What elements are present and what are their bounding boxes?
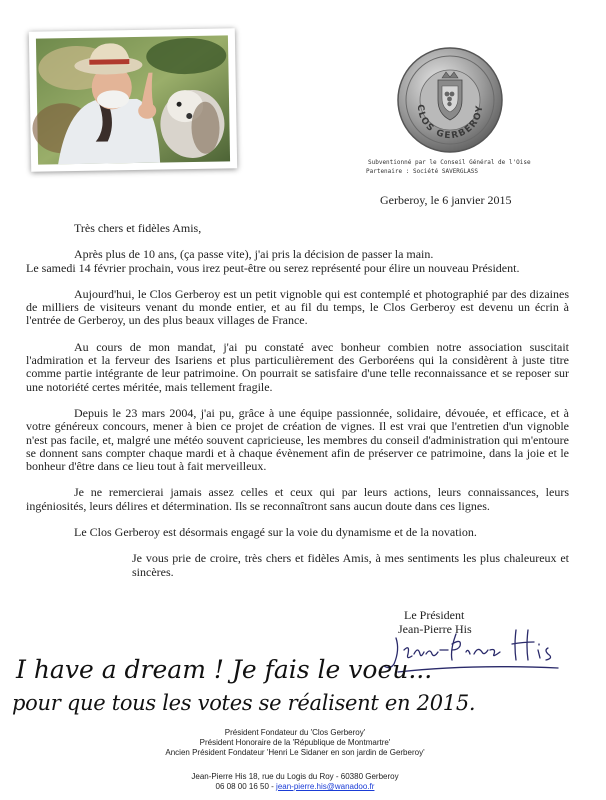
- portrait-image: [36, 35, 230, 164]
- paragraph: Aujourd'hui, le Clos Gerberoy est un petit vignoble qui est contemplé et photographié par des dizaines de milliers de visiteurs venant du monde entier, et au fil du temps, le Clos Gerberoy est devenu un écrin à l'entrée de Gerberoy, un des plus beaux villages de France.: [26, 286, 569, 328]
- subsidy-line: Subventionné par le Conseil Général de l'Oise: [368, 159, 531, 166]
- paragraph: Le Clos Gerberoy est désormais engagé sur la voie du dynamisme et de la novation.: [74, 525, 477, 540]
- closing-formula: Je vous prie de croire, très chers et fidèles Amis, à mes sentiments les plus chaleureux et sincères.: [132, 551, 569, 579]
- footer-address: Jean-Pierre His 18, rue du Logis du Roy - 60380 Gerberoy: [191, 772, 399, 781]
- email-link[interactable]: jean-pierre.his@wanadoo.fr: [276, 782, 375, 791]
- portrait-photo: [29, 28, 237, 172]
- paragraph: Le samedi 14 février prochain, vous irez peut-être ou serez représenté pour élire un nouveau Président.: [26, 260, 520, 275]
- paragraph: Je ne remercierai jamais assez celles et ceux qui par leurs actions, leurs connaissances, leurs ingéniosités, leurs délires et détermination. Ils se reconnaîtront sans aucun doute dans ces lignes.: [26, 485, 569, 513]
- partner-line: Partenaire : Société SAVERGLASS: [366, 168, 478, 175]
- paragraph: Depuis le 23 mars 2004, j'ai pu, grâce à une équipe passionnée, solidaire, dévouée, et efficace, et à votre généreux concours, mener à bien ce projet de création de vignes. Il est vrai que l'entretien d'un vignoble n'est pas facile, et, malgré une météo souvent capricieuse, les membres du conseil d'administration qui m'entoure se donnent sans compter chaque mardi et à chaque évènement afin de préserver ce patrimoine, dans la joie et le bonheur d'être dans ce lieu tout à fait merveilleux.: [26, 405, 569, 474]
- paragraph: Après plus de 10 ans, (ça passe vite), j'ai pris la décision de passer la main.: [74, 247, 434, 262]
- paragraph: Au cours de mon mandat, j'ai pu constaté avec bonheur combien notre association suscitait l'admiration et la ferveur des Isariens et plus particulièrement des Gerboréens qui la considèrent à juste titre comme partie intégrante de leur patrimoine. On pourrait se satisfaire d'une telle reconnaissance et se reposer sur une notoriété certes méritée, mais tellement fragile.: [26, 339, 569, 394]
- signature-title: Le Président: [404, 608, 465, 622]
- signature-name: Jean-Pierre His: [398, 622, 472, 636]
- footer: [0, 728, 590, 792]
- footer-line: Président Fondateur du 'Clos Gerberoy': [224, 728, 366, 737]
- footer-line: Ancien Président Fondateur 'Henri Le Sidaner en son jardin de Gerberoy': [165, 748, 425, 757]
- subsidy-block: [346, 158, 606, 176]
- handwritten-note: [8, 648, 476, 723]
- salutation: Très chers et fidèles Amis,: [74, 221, 202, 235]
- letter-date: Gerberoy, le 6 janvier 2015: [380, 193, 512, 207]
- handwritten-note-line: I have a dream ! Je fais le voeu...: [16, 655, 433, 684]
- footer-phone: 06 08 00 16 50 -: [215, 782, 277, 791]
- letter-body: [26, 222, 569, 592]
- footer-line: Président Honoraire de la 'République de Montmartre': [199, 738, 391, 747]
- footer-contact: [0, 782, 590, 792]
- seal-text: CLOS GERBEROY: [414, 104, 486, 142]
- clos-gerberoy-seal: [396, 46, 504, 159]
- handwritten-note-line: pour que tous les votes se réalisent en 2015.: [12, 691, 476, 715]
